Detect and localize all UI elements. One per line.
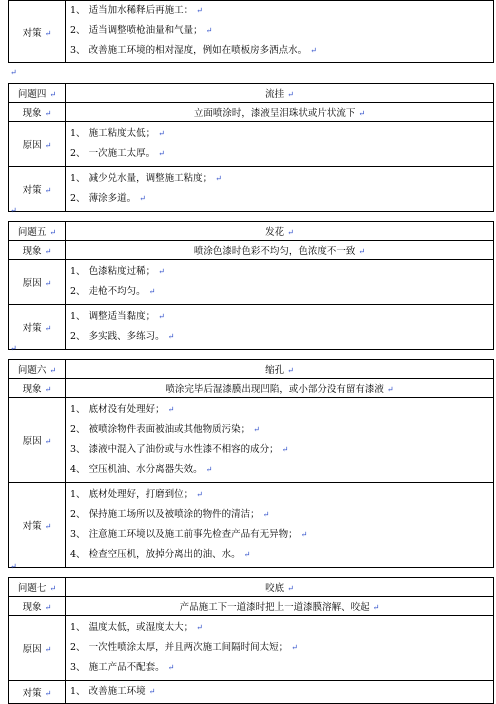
measures-cell xyxy=(66,305,494,350)
cause-line: 1、 色漆粘度过稀； ↵ xyxy=(70,266,165,277)
measure-line: 4、 检查空压机，放掉分离出的油、水。 ↵ xyxy=(70,549,251,560)
phenomenon-row xyxy=(9,597,494,616)
measures-label-cell: 对策 ↵ xyxy=(9,167,66,212)
cause-line: 1、 底材没有处理好； ↵ xyxy=(70,404,175,415)
causes-label: 原因 xyxy=(22,140,42,151)
causes-label-cell: 原因 ↵ xyxy=(9,616,66,681)
cause-line: 3、 漆液中混入了油份或与水性漆不相容的成分； ↵ xyxy=(70,444,289,455)
problem-id-cell: 问题四 ↵ xyxy=(9,84,66,103)
phenomenon-text: 立面喷涂时，漆液呈泪珠状或片状流下 xyxy=(193,108,356,119)
problem-title: 流挂 xyxy=(265,89,285,100)
problem-title: 缩孔 xyxy=(265,365,285,376)
paragraph-mark: ↵ xyxy=(44,28,52,38)
problem-title-cell: 发花 ↵ xyxy=(66,222,494,241)
title-row xyxy=(9,222,494,241)
phenomenon-row xyxy=(9,103,494,122)
measures-table-top xyxy=(8,0,494,63)
causes-cell xyxy=(66,616,494,681)
causes-row xyxy=(9,260,494,305)
measures-label: 对策 xyxy=(22,323,42,334)
measures-row xyxy=(9,305,494,350)
cause-line: 2、 一次性喷涂太厚，并且两次施工间隔时间太短； ↵ xyxy=(70,642,298,653)
measures-row xyxy=(9,1,494,63)
causes-label: 原因 xyxy=(22,644,42,655)
phenomenon-text: 喷涂完毕后湿漆膜出现凹陷，或小部分没有留有漆液 xyxy=(165,384,384,395)
causes-label: 原因 xyxy=(22,436,42,447)
causes-row xyxy=(9,122,494,167)
measure-line: 1、 适当加水稀释后再施工： ↵ xyxy=(70,5,203,16)
problem-id: 问题六 xyxy=(17,365,47,376)
causes-label-cell: 原因 ↵ xyxy=(9,122,66,167)
problem-id-cell: 问题五 ↵ xyxy=(9,222,66,241)
cause-line: 1、 施工粘度太低； ↵ xyxy=(70,128,165,139)
measure-line: 2、 适当调整喷枪油量和气量； ↵ xyxy=(70,25,213,36)
measure-line: 3、 注意施工环境以及施工前事先检查产品有无异物； ↵ xyxy=(70,529,308,540)
paragraph-mark: ↵ xyxy=(10,206,17,215)
phenomenon-cell: 喷涂色漆时色彩不均匀，色浓度不一致 ↵ xyxy=(66,241,494,260)
causes-label-cell: 原因 ↵ xyxy=(9,398,66,483)
measures-row xyxy=(9,483,494,568)
problem-table-6 xyxy=(8,359,494,568)
phenomenon-label: 现象 xyxy=(22,384,42,395)
phenomenon-text: 产品施工下一道漆时把上一道漆膜溶解、咬起 xyxy=(179,602,370,613)
problem-id: 问题四 xyxy=(17,89,47,100)
measures-cell xyxy=(66,167,494,212)
phenomenon-label-cell: 现象 ↵ xyxy=(9,379,66,398)
paragraph-mark: ↵ xyxy=(10,344,17,353)
measure-line: 1、 调整适当黏度； ↵ xyxy=(70,311,165,322)
problem-title: 发花 xyxy=(265,227,285,238)
measure-line: 1、 改善施工环境 ↵ xyxy=(70,686,156,697)
measure-line: 2、 薄涂多道。 ↵ xyxy=(70,193,146,204)
causes-cell xyxy=(66,122,494,167)
phenomenon-label: 现象 xyxy=(22,602,42,613)
measures-label: 对策 xyxy=(22,185,42,196)
cause-line: 2、 被喷涂物件表面被油或其他物质污染； ↵ xyxy=(70,424,260,435)
phenomenon-cell: 立面喷涂时，漆液呈泪珠状或片状流下 ↵ xyxy=(66,103,494,122)
cause-line: 3、 施工产品不配套。 ↵ xyxy=(70,662,175,673)
measures-label-cell: 对策 ↵ xyxy=(9,681,66,704)
measure-line: 3、 改善施工环境的相对湿度，例如在喷板房多洒点水。 ↵ xyxy=(70,45,317,56)
problem-id-cell: 问题六 ↵ xyxy=(9,360,66,379)
problem-id: 问题五 xyxy=(17,227,47,238)
causes-cell xyxy=(66,260,494,305)
problem-table-7 xyxy=(8,577,494,704)
phenomenon-label: 现象 xyxy=(22,108,42,119)
problem-title-cell: 流挂 ↵ xyxy=(66,84,494,103)
paragraph-mark: ↵ xyxy=(10,68,17,77)
phenomenon-label: 现象 xyxy=(22,246,42,257)
measures-label-cell: 对策 ↵ xyxy=(9,305,66,350)
measure-line: 1、 减少兑水量，调整施工粘度； ↵ xyxy=(70,173,222,184)
measure-line: 2、 多实践、多练习。 ↵ xyxy=(70,331,175,342)
cause-line: 2、 走枪不均匀。 ↵ xyxy=(70,286,156,297)
cause-line: 1、 温度太低，或湿度太大； ↵ xyxy=(70,622,203,633)
problem-title-cell: 咬底 ↵ xyxy=(66,578,494,597)
measures-label-cell xyxy=(9,1,66,63)
cause-line: 2、 一次施工太厚。 ↵ xyxy=(70,148,165,159)
title-row xyxy=(9,84,494,103)
title-row xyxy=(9,578,494,597)
measures-cell xyxy=(66,681,494,704)
phenomenon-label-cell: 现象 ↵ xyxy=(9,597,66,616)
measures-row xyxy=(9,681,494,704)
measures-row xyxy=(9,167,494,212)
phenomenon-cell: 产品施工下一道漆时把上一道漆膜溶解、咬起 ↵ xyxy=(66,597,494,616)
problem-id-cell: 问题七 ↵ xyxy=(9,578,66,597)
phenomenon-text: 喷涂色漆时色彩不均匀，色浓度不一致 xyxy=(193,246,356,257)
problem-id: 问题七 xyxy=(17,583,47,594)
measures-label: 对策 xyxy=(22,27,42,39)
phenomenon-label-cell: 现象 ↵ xyxy=(9,103,66,122)
problem-title: 咬底 xyxy=(265,583,285,594)
causes-row xyxy=(9,616,494,681)
problem-table-4 xyxy=(8,83,494,212)
causes-label: 原因 xyxy=(22,278,42,289)
measures-cell xyxy=(66,483,494,568)
phenomenon-cell: 喷涂完毕后湿漆膜出现凹陷，或小部分没有留有漆液 ↵ xyxy=(66,379,494,398)
phenomenon-label-cell: 现象 ↵ xyxy=(9,241,66,260)
measure-line: 2、 保持施工场所以及被喷涂的物件的清洁； ↵ xyxy=(70,509,270,520)
problem-table-5 xyxy=(8,221,494,350)
title-row xyxy=(9,360,494,379)
measure-line: 1、 底材处理好，打磨到位； ↵ xyxy=(70,489,203,500)
causes-row xyxy=(9,398,494,483)
measures-cell xyxy=(66,1,494,63)
problem-title-cell: 缩孔 ↵ xyxy=(66,360,494,379)
phenomenon-row xyxy=(9,241,494,260)
phenomenon-row xyxy=(9,379,494,398)
measures-label: 对策 xyxy=(22,521,42,532)
measures-label-cell: 对策 ↵ xyxy=(9,483,66,568)
causes-cell xyxy=(66,398,494,483)
measures-label: 对策 xyxy=(22,688,42,699)
cause-line: 4、 空压机油、水分离器失效。 ↵ xyxy=(70,464,213,475)
paragraph-mark: ↵ xyxy=(10,562,17,571)
causes-label-cell: 原因 ↵ xyxy=(9,260,66,305)
